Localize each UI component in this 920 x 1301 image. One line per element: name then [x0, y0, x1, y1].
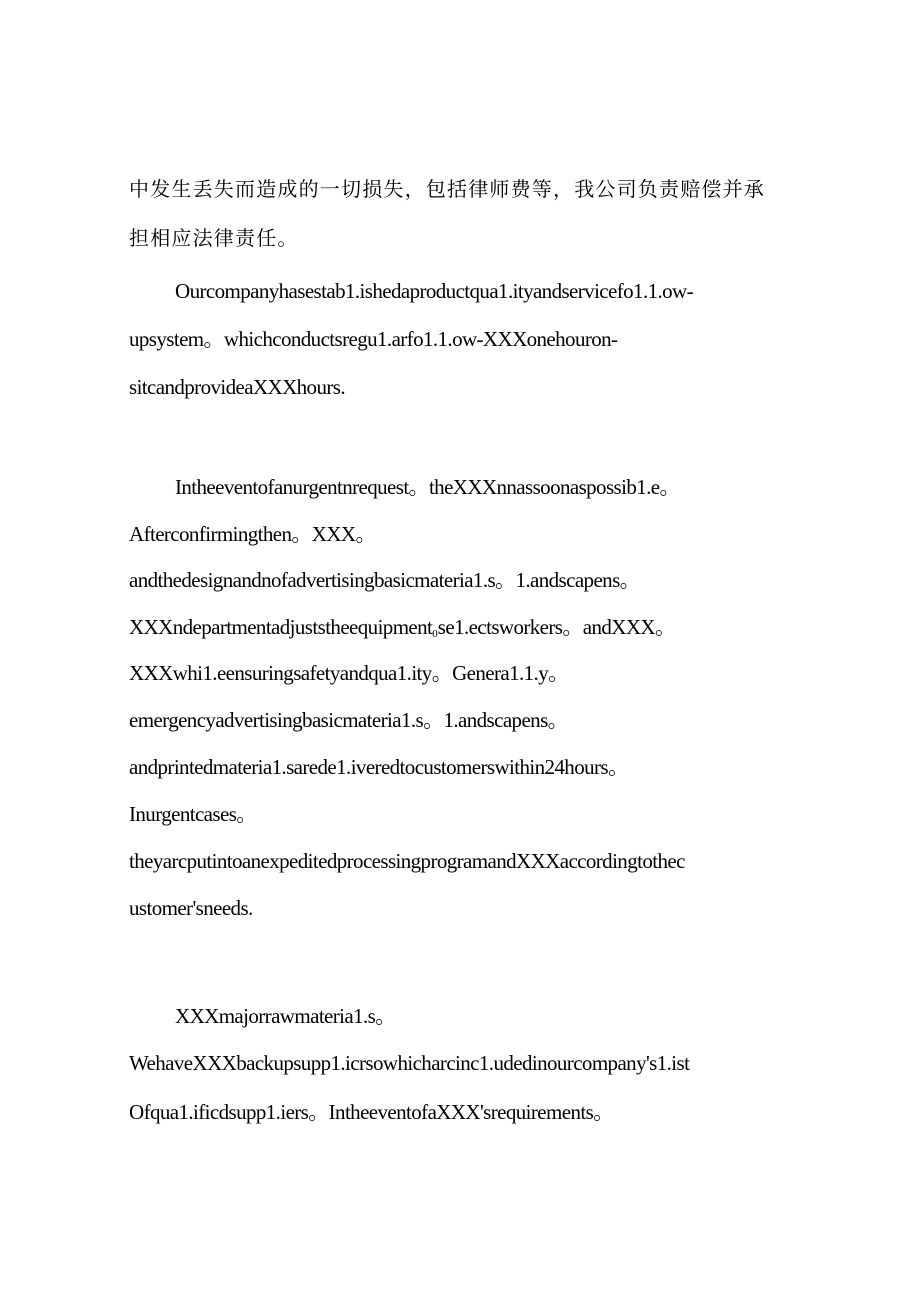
text-line: WehaveXXXbackupsupp1.icrsowhicharcinc1.udedinourcompany's1.ist	[129, 1051, 690, 1075]
text-segment: se1.ectsworkers。andXXX。	[437, 615, 676, 639]
text-line: 担相应法律责任。	[129, 226, 299, 250]
text-line: theyarcputintoanexpeditedprocessingprogramandXXXaccordingtothec	[129, 849, 685, 873]
subscript-mark: 0	[432, 628, 438, 640]
text-line	[129, 614, 675, 647]
text-line: upsystem。whichconductsregu1.arfo1.1.ow-XXXonehouron-	[129, 327, 618, 351]
text-line: 中发生丢失而造成的一切损失，包括律师费等，我公司负责赔偿并承	[129, 177, 765, 201]
text-line: Afterconfirmingthen。XXX。	[129, 522, 376, 546]
text-line: XXXwhi1.eensuringsafetyandqua1.ity。Genera1.1.y。	[129, 661, 569, 685]
paragraph-start-line: Ourcompanyhasestab1.ishedaproductqua1.ityandservicefo1.1.ow-	[175, 279, 693, 303]
text-line: sitcandprovideaXXXhours.	[129, 375, 345, 399]
text-line: Inurgentcases。	[129, 802, 257, 826]
text-line: emergencyadvertisingbasicmateria1.s。1.andscapens。	[129, 708, 569, 732]
text-line: andthedesignandnofadvertisingbasicmateria1.s。1.andscapens。	[129, 568, 641, 592]
text-line: ustomer'sneeds.	[129, 896, 253, 920]
text-line: Ofqua1.ificdsupp1.iers。IntheeventofaXXX'srequirements。	[129, 1100, 614, 1124]
paragraph-start-line: XXXmajorrawmateria1.s。	[175, 1004, 396, 1028]
text-segment: XXXndepartmentadjuststheequipment	[129, 615, 433, 639]
paragraph-start-line: Intheeventofanurgentnrequest。theXXXnnassoonaspossib1.e。	[175, 475, 680, 499]
text-line: andprintedmateria1.sarede1.iveredtocustomerswithin24hours。	[129, 755, 629, 779]
